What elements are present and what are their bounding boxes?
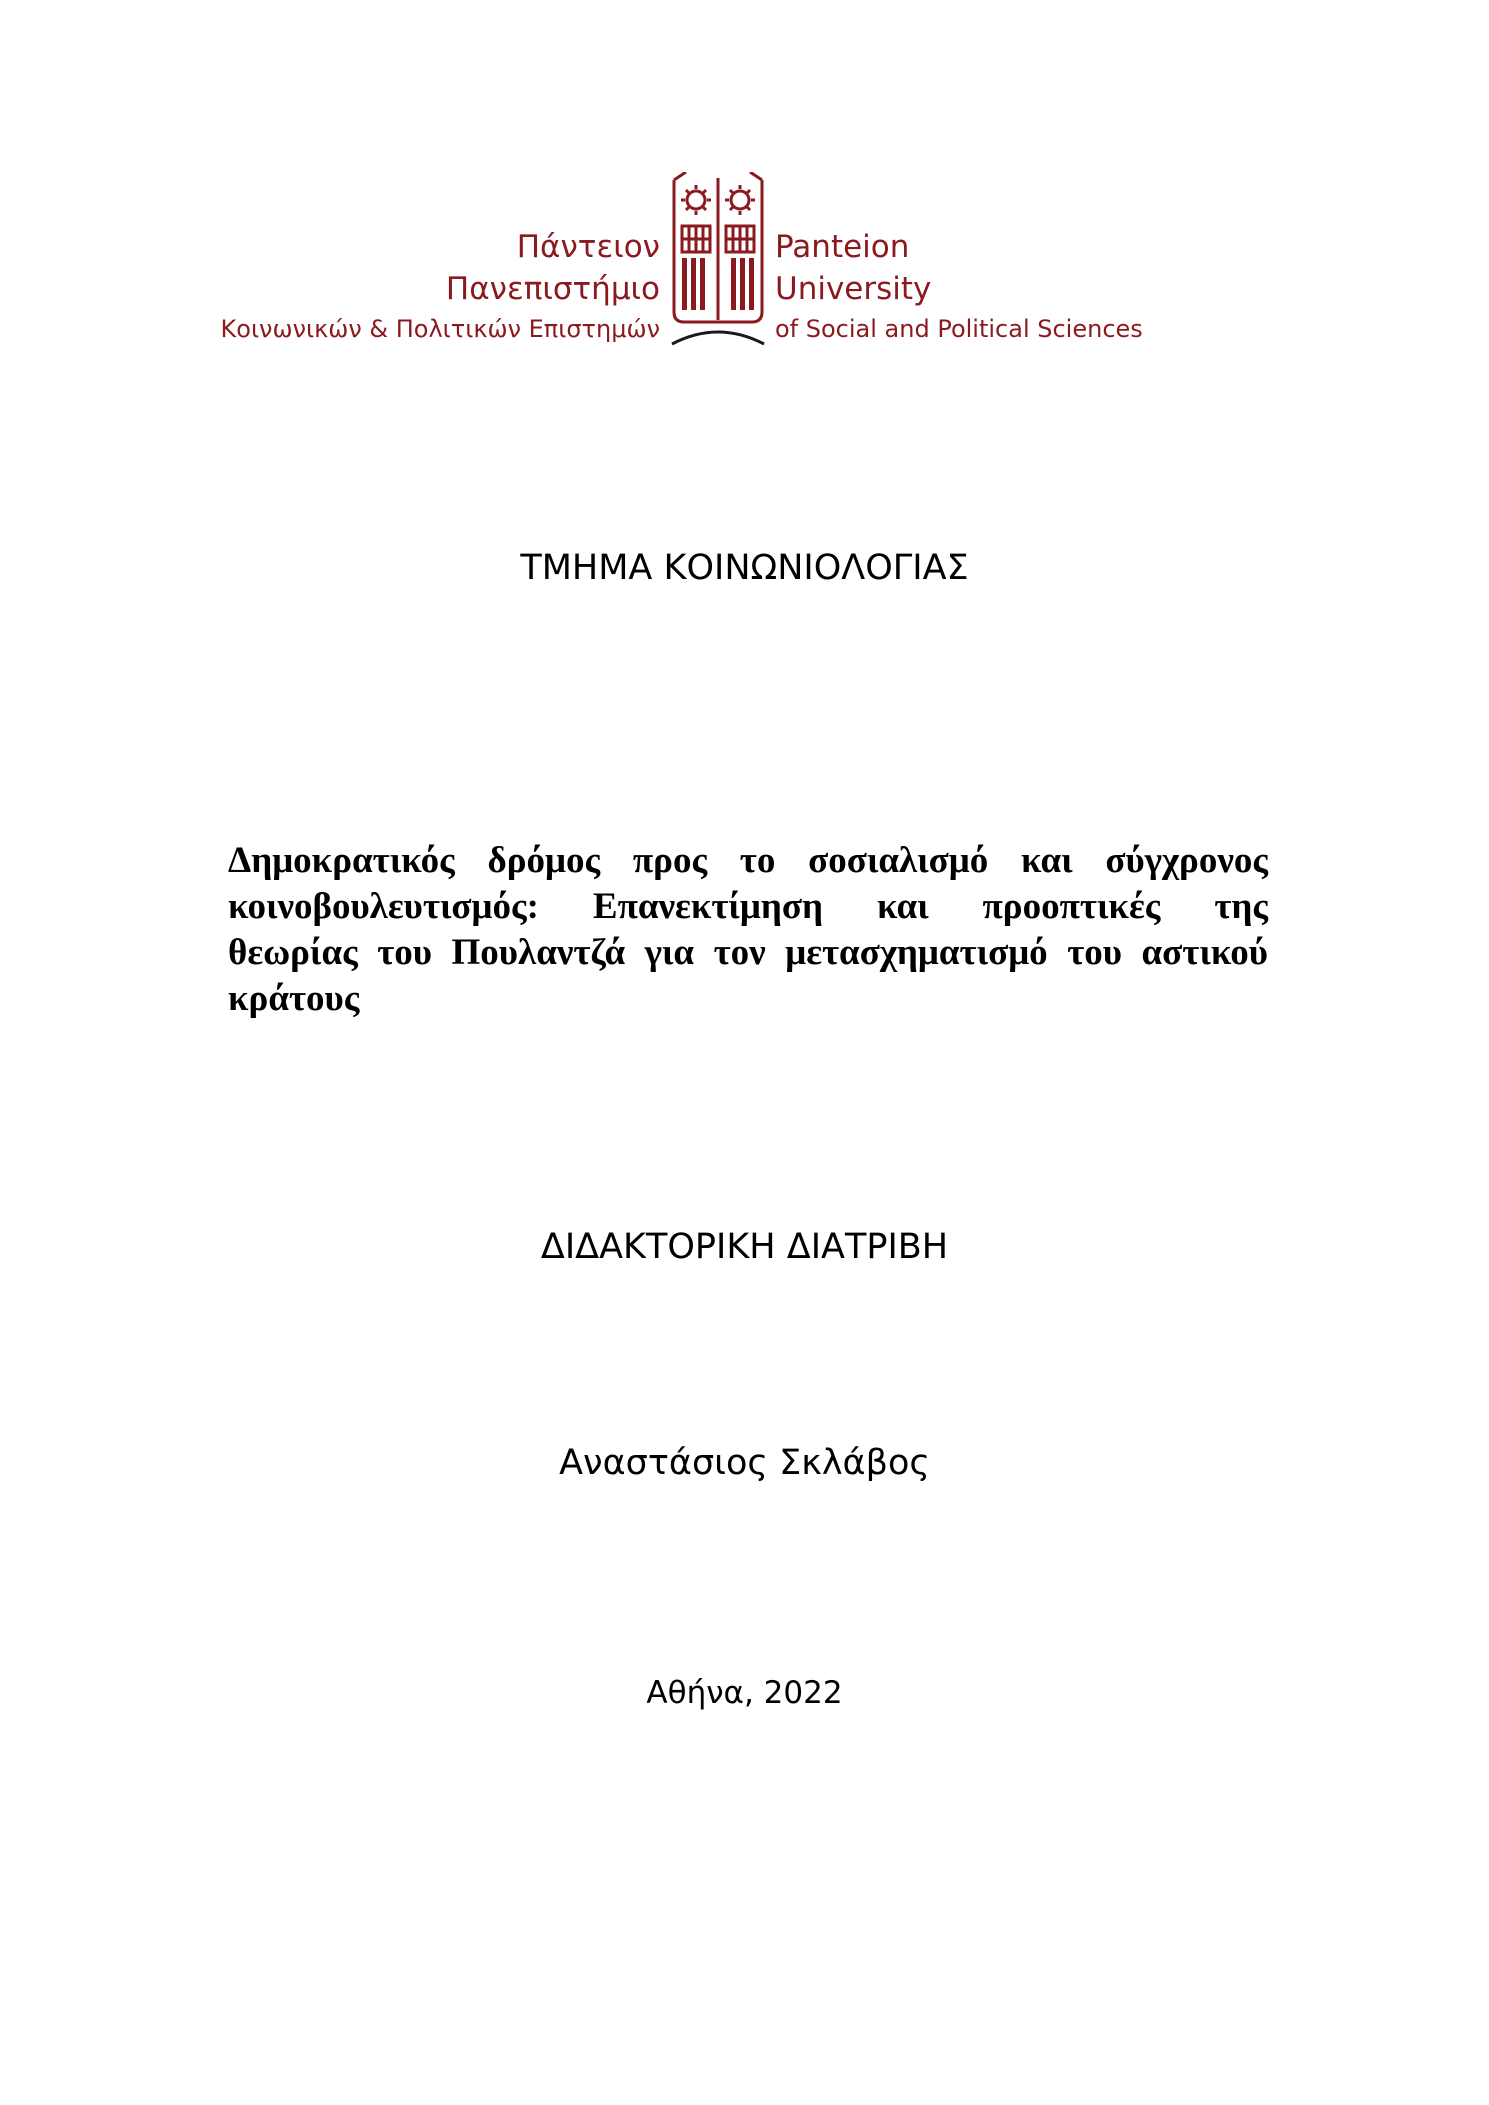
place-date: Αθήνα, 2022	[646, 1675, 843, 1711]
thesis-title-line: Δημοκρατικός δρόμος προς το σοσιαλισμό και σύγχρονος	[228, 840, 1268, 881]
logo-english-university: University	[775, 271, 932, 307]
thesis-title-line: κράτους	[228, 978, 360, 1019]
thesis-title-line: θεωρίας του Πουλαντζά για τον μετασχηματισμό του αστικού	[228, 932, 1268, 973]
logo-greek-subtitle: Κοινωνικών & Πολιτικών Επιστημών	[220, 315, 660, 343]
author-name: Αναστάσιος Σκλάβος	[559, 1443, 930, 1483]
thesis-title	[228, 838, 1268, 1022]
thesis-title-line: κοινοβουλευτισμός: Επανεκτίμηση και προοπτικές της	[228, 886, 1268, 927]
university-emblem-icon	[670, 172, 766, 352]
logo-english-subtitle: of Social and Political Sciences	[775, 315, 1143, 343]
thesis-type: ΔΙΔΑΚΤΟΡΙΚΗ ΔΙΑΤΡΙΒΗ	[540, 1227, 949, 1267]
logo-greek-name: Πάντειον	[516, 229, 660, 265]
logo-english-name: Panteion	[775, 229, 910, 265]
university-logo	[200, 172, 1200, 372]
department-heading: ΤΜΗΜΑ ΚΟΙΝΩΝΙΟΛΟΓΙΑΣ	[520, 548, 969, 588]
logo-greek-university: Πανεπιστήμιο	[445, 271, 660, 307]
